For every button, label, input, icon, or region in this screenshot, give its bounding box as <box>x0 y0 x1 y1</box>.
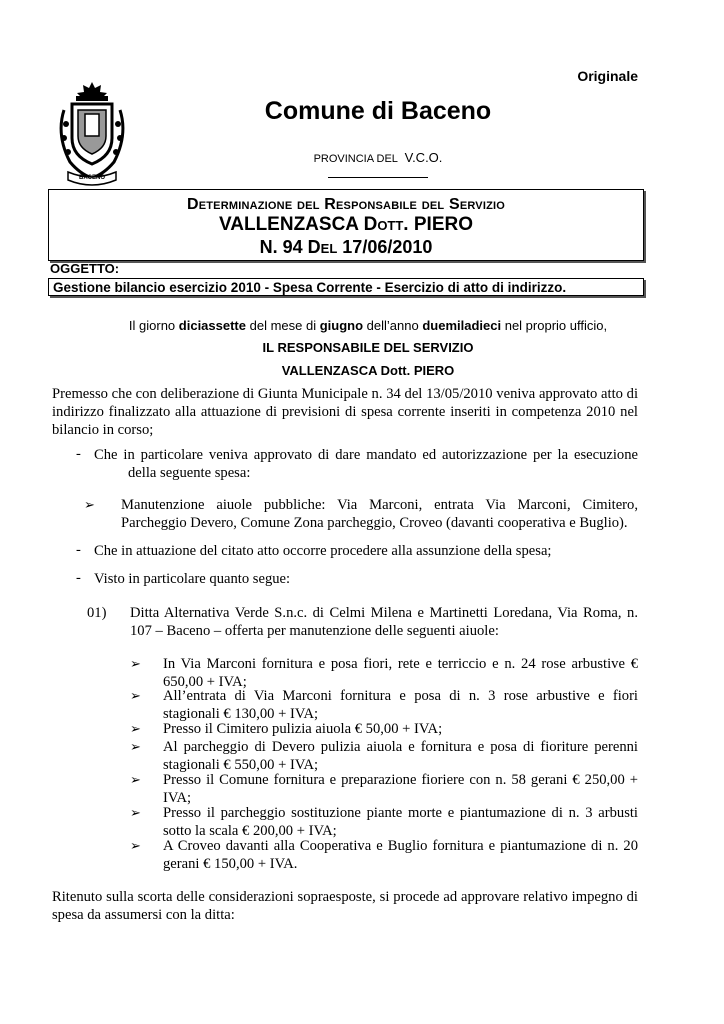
dash-marker: - <box>76 446 81 462</box>
bullet-line: IVA; <box>163 790 192 806</box>
determination-header-box <box>48 189 644 261</box>
manutenzione-line-2: Parcheggio Devero, Comune Zona parcheggio, Croveo (davanti cooperativa e Buglio). <box>121 515 628 531</box>
dash-marker: - <box>76 542 81 558</box>
bullet-item <box>163 804 638 840</box>
province-line <box>200 150 556 165</box>
arrow-bullet-icon: ➢ <box>130 740 141 755</box>
name-title: Dott. <box>363 214 409 235</box>
number-del: Del <box>307 237 338 257</box>
determination-title <box>49 196 643 214</box>
dash-item-3: Visto in particolare quanto segue: <box>94 571 291 587</box>
bullet-line: Presso il Cimitero pulizia aiuola € 50,00 + IVA; <box>163 721 443 737</box>
number-prefix: N. 94 <box>259 237 303 257</box>
determination-number-line <box>49 236 643 258</box>
bullet-line: gerani € 150,00 + IVA. <box>163 856 298 872</box>
bullet-line: sotto la scala € 200,00 + IVA; <box>163 823 337 839</box>
bullet-line: stagionali € 550,00 + IVA; <box>163 757 319 773</box>
item-01-text <box>130 604 638 640</box>
intro-month: giugno <box>319 318 364 333</box>
item-number: 01) <box>87 605 107 621</box>
premesso-paragraph <box>52 385 638 439</box>
responsible-name-line <box>49 214 643 236</box>
original-label: Originale <box>577 68 638 84</box>
bullet-item <box>163 771 638 807</box>
bullet-line: 650,00 + IVA; <box>163 674 247 690</box>
dash-item-1-line-1: Che in particolare veniva approvato di dare mandato ed autorizzazione per la esecuzione <box>94 447 638 463</box>
responsible-title: IL RESPONSABILE DEL SERVIZIO <box>262 340 474 355</box>
intro-text-3: dell’anno <box>366 318 419 333</box>
intro-text-2: del mese di <box>249 318 317 333</box>
bullet-item <box>163 687 638 723</box>
province-code: V.C.O. <box>404 150 443 165</box>
oggetto-label: OGGETTO: <box>50 261 120 276</box>
intro-day: diciassette <box>178 318 246 333</box>
arrow-bullet-icon: ➢ <box>130 722 141 737</box>
item-01-line-1: Ditta Alternativa Verde S.n.c. di Celmi Milena e Martinetti Loredana, Via Roma, n. <box>130 605 638 621</box>
bullet-line: A Croveo davanti alla Cooperativa e Buglio fornitura e piantumazione di n. 20 <box>163 838 638 854</box>
dash-item-2: Che in attuazione del citato atto occorre procedere alla assunzione della spesa; <box>94 543 552 559</box>
arrow-bullet-icon: ➢ <box>130 806 141 821</box>
ritenuto-paragraph <box>52 888 638 924</box>
name-upper: VALLENZASCA <box>218 214 359 235</box>
arrow-bullet-icon: ➢ <box>130 657 141 672</box>
item-01-line-2: 107 – Baceno – offerta per manutenzione delle seguenti aiuole: <box>130 623 499 639</box>
bullet-line: In Via Marconi fornitura e posa fiori, rete e terriccio e n. 24 rose arbustive € <box>163 656 638 672</box>
arrow-bullet-icon: ➢ <box>130 839 141 854</box>
name-last: PIERO <box>413 214 473 235</box>
premesso-line-3: bilancio in corso; <box>52 422 154 438</box>
intro-text-4: nel proprio ufficio, <box>504 318 608 333</box>
crest-ribbon-text: BACENO <box>78 175 106 181</box>
ritenuto-line-1: Ritenuto sulla scorta delle considerazioni sopraesposte, si procede ad approvare relativo impegno di <box>52 889 638 905</box>
number-date: 17/06/2010 <box>342 237 433 257</box>
premesso-line-2: indirizzo finalizzato alla attuazione di previsioni di spesa corrente inseriti in competenza 2010 nel <box>52 404 638 420</box>
bullet-item <box>163 655 638 691</box>
oggetto-text: Gestione bilancio esercizio 2010 - Spesa Corrente - Esercizio di atto di indirizzo. <box>48 278 644 296</box>
manutenzione-line-1: Manutenzione aiuole pubbliche: Via Marconi, entrata Via Marconi, Cimitero, <box>121 497 638 513</box>
bullet-item <box>163 738 638 774</box>
manutenzione-item <box>121 496 638 532</box>
arrow-bullet-icon: ➢ <box>84 498 95 513</box>
responsible-name: VALLENZASCA Dott. PIERO <box>281 363 455 378</box>
bullet-line: Presso il parcheggio sostituzione piante morte e piantumazione di n. 3 arbusti <box>163 805 638 821</box>
intro-year: duemiladieci <box>422 318 502 333</box>
intro-text-1: Il giorno <box>128 318 176 333</box>
municipality-title: Comune di Baceno <box>264 97 492 125</box>
bullet-line: All’entrata di Via Marconi fornitura e posa di n. 3 rose arbustive e fiori <box>163 688 638 704</box>
municipal-crest-icon <box>54 80 130 188</box>
bullet-line: Presso il Comune fornitura e preparazione fioriere con n. 58 gerani € 250,00 + <box>163 772 638 788</box>
province-divider <box>328 177 428 178</box>
bullet-line: Al parcheggio di Devero pulizia aiuola e fornitura e posa di fioriture perenni <box>163 739 638 755</box>
arrow-bullet-icon: ➢ <box>130 689 141 704</box>
dash-item-1-line-2: della seguente spesa: <box>128 465 251 481</box>
bullet-item <box>163 720 638 738</box>
bullet-line: stagionali € 130,00 + IVA; <box>163 706 319 722</box>
dash-marker: - <box>76 570 81 586</box>
province-label: PROVINCIA DEL <box>313 153 398 165</box>
arrow-bullet-icon: ➢ <box>130 773 141 788</box>
ritenuto-line-2: spesa da assumersi con la ditta: <box>52 907 235 923</box>
determination-title-text: Determinazione del Responsabile del Servizio <box>186 196 506 213</box>
date-intro-line <box>48 318 688 333</box>
dash-item-1 <box>94 446 638 482</box>
premesso-line-1: Premesso che con deliberazione di Giunta Municipale n. 34 del 13/05/2010 veniva approvato atto di <box>52 386 638 402</box>
bullet-item <box>163 837 638 873</box>
